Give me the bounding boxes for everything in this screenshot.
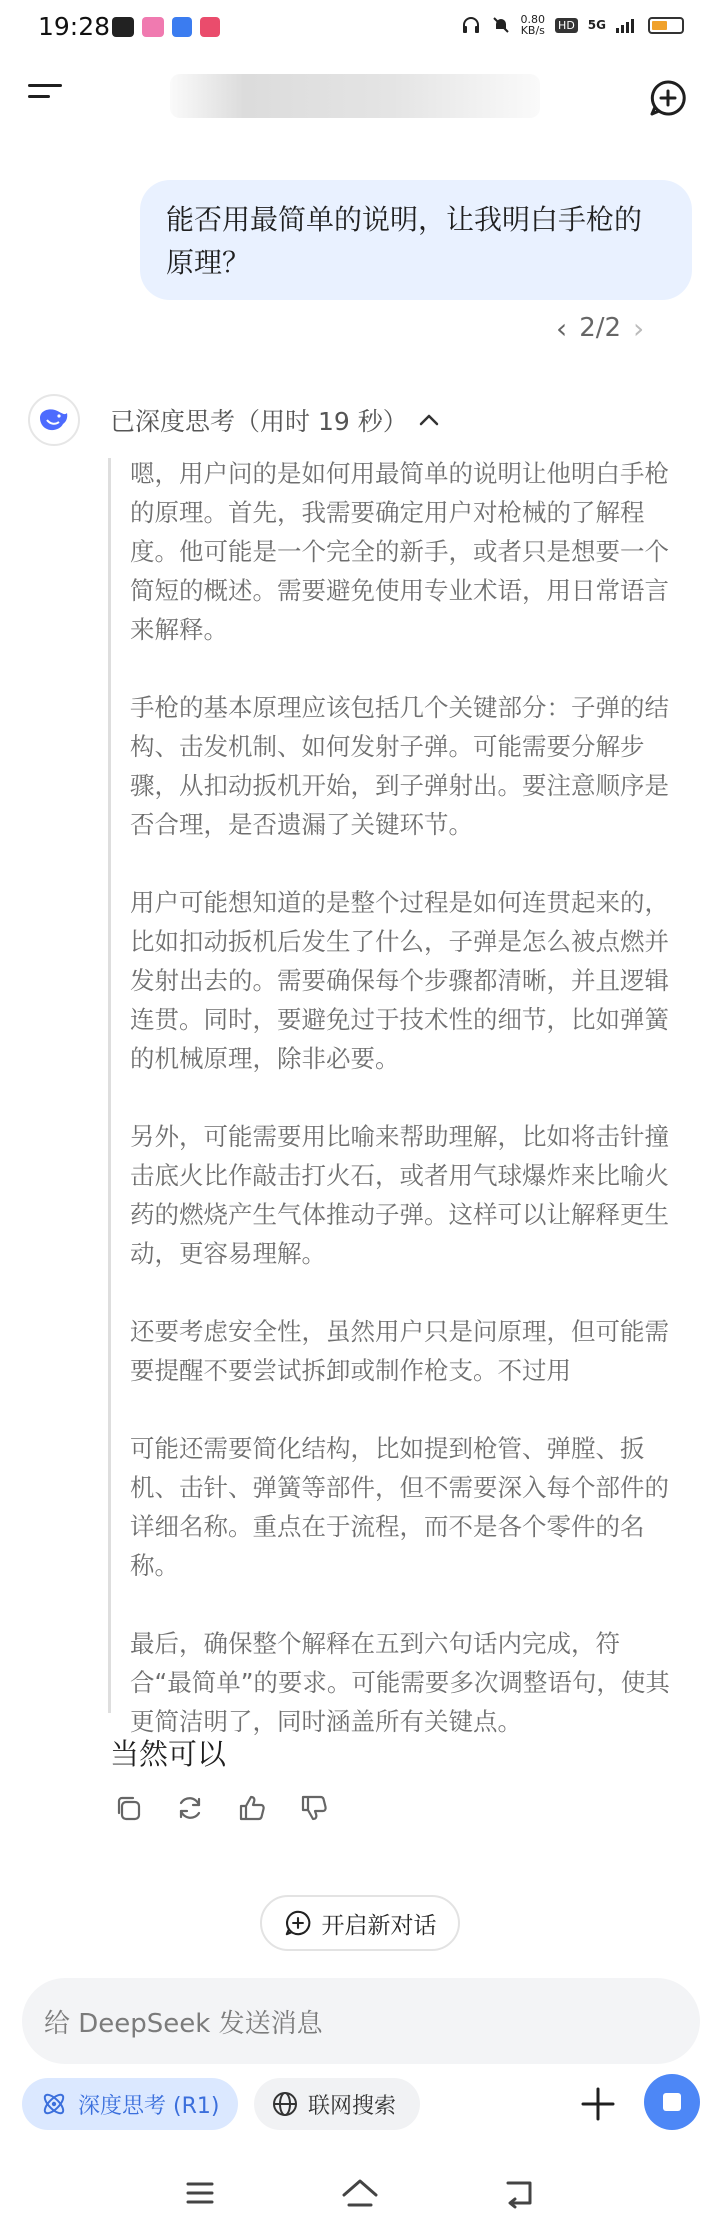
think-paragraph: 还要考虑安全性，虽然用户只是问原理，但可能需要提醒不要尝试拆卸或制作枪支。不过用: [130, 1317, 669, 1385]
status-bar: [0, 0, 720, 56]
next-response-button[interactable]: ›: [633, 311, 645, 345]
message-input[interactable]: [22, 1978, 700, 2064]
think-paragraph: 可能还需要简化结构，比如提到枪管、弹膛、扳机、击针、弹簧等部件，但不需要深入每个部件的详细名称。重点在于流程，而不是各个零件的名称。: [130, 1434, 669, 1580]
atom-icon: [40, 2090, 68, 2118]
web-search-label: 联网搜索: [308, 2093, 397, 2119]
response-pager: [556, 308, 644, 348]
mute-bell-icon: [491, 15, 511, 35]
assistant-answer: 当然可以: [110, 1737, 227, 1771]
hd-badge: HD: [555, 18, 578, 33]
thumbs-down-icon: [299, 1793, 329, 1823]
headphones-icon: [461, 15, 481, 35]
blurred-title: [170, 74, 540, 118]
like-button[interactable]: [234, 1790, 270, 1826]
think-toggle[interactable]: [110, 400, 440, 440]
chevron-up-icon: [418, 413, 440, 427]
web-search-toggle[interactable]: [254, 2078, 420, 2130]
stop-icon: [663, 2093, 681, 2111]
think-paragraph: 另外，可能需要用比喻来帮助理解，比如将击针撞击底火比作敲击打火石，或者用气球爆炸来比喻火药的燃烧产生气体推动子弹。这样可以让解释更生动，更容易理解。: [130, 1122, 669, 1268]
think-paragraph: 嗯，用户问的是如何用最简单的说明让他明白手枪的原理。首先，我需要确定用户对枪械的了解程度。他可能是一个完全的新手，或者只是想要一个简短的概述。需要避免使用专业术语，用日常语言来解释。: [130, 459, 669, 644]
copy-icon: [113, 1793, 143, 1823]
app-header: [0, 56, 720, 140]
home-icon[interactable]: [340, 2173, 380, 2213]
new-conversation-button[interactable]: [260, 1895, 460, 1951]
message-actions: [110, 1790, 332, 1826]
notification-icons: [112, 16, 220, 38]
signal-label: 5G: [587, 18, 606, 32]
think-paragraph: 最后，确保整个解释在五到六句话内完成，符合“最简单”的要求。可能需要多次调整语句，使其更简洁明了，同时涵盖所有关键点。: [130, 1629, 670, 1736]
user-message-bubble[interactable]: 能否用最简单的说明，让我明白手枪的原理？: [140, 180, 692, 300]
new-chat-icon: [284, 1909, 312, 1937]
status-indicators: [461, 14, 684, 36]
whale-logo-icon: [37, 406, 71, 434]
think-paragraph: 手枪的基本原理应该包括几个关键部分：子弹的结构、击发机制、如何发射子弹。可能需要分解步骤，从扣动扳机开始，到子弹射出。要注意顺序是否合理，是否遗漏了关键环节。: [130, 693, 669, 839]
message-input-placeholder: 给 DeepSeek 发送消息: [44, 2008, 323, 2039]
globe-icon: [272, 2091, 298, 2117]
new-conversation-label: 开启新对话: [321, 1912, 437, 1939]
previous-response-button[interactable]: ‹: [556, 311, 568, 345]
deepseek-avatar: [28, 394, 80, 446]
thumbs-up-icon: [237, 1793, 267, 1823]
pager-label: 2/2: [579, 313, 622, 343]
deep-think-toggle[interactable]: [22, 2078, 238, 2130]
app-notification-icon: [200, 17, 220, 37]
dislike-button[interactable]: [296, 1790, 332, 1826]
system-nav-bar: [0, 2155, 720, 2235]
think-divider: [108, 458, 111, 1713]
regenerate-icon: [175, 1793, 205, 1823]
regenerate-button[interactable]: [172, 1790, 208, 1826]
deep-think-label: 深度思考 (R1): [78, 2093, 220, 2119]
signal-bars-icon: [616, 17, 638, 33]
think-header-label: 已深度思考（用时 19 秒）: [110, 407, 408, 436]
think-paragraph: 用户可能想知道的是整个过程是如何连贯起来的，比如扣动扳机后发生了什么，子弹是怎么被点燃并发射出去的。需要确保每个步骤都清晰，并且逻辑连贯。同时，要避免过于技术性的细节，比如弹簧的机械原理，除非必要。: [130, 888, 669, 1073]
battery-icon: [648, 17, 684, 34]
back-icon[interactable]: [500, 2173, 540, 2213]
network-speed: 0.80 KB/s: [520, 13, 546, 37]
taptap-app-icon: [112, 17, 134, 37]
hamburger-menu-icon[interactable]: [28, 84, 64, 110]
app-notification-icon: [142, 17, 164, 37]
menu-lines-icon[interactable]: [180, 2173, 220, 2213]
attach-plus-icon[interactable]: [578, 2084, 618, 2124]
copy-button[interactable]: [110, 1790, 146, 1826]
status-time: 19:28: [38, 12, 111, 41]
stop-button[interactable]: [644, 2074, 700, 2130]
new-chat-icon[interactable]: [648, 78, 688, 118]
app-notification-icon: [172, 17, 192, 37]
think-content: [130, 454, 670, 1741]
